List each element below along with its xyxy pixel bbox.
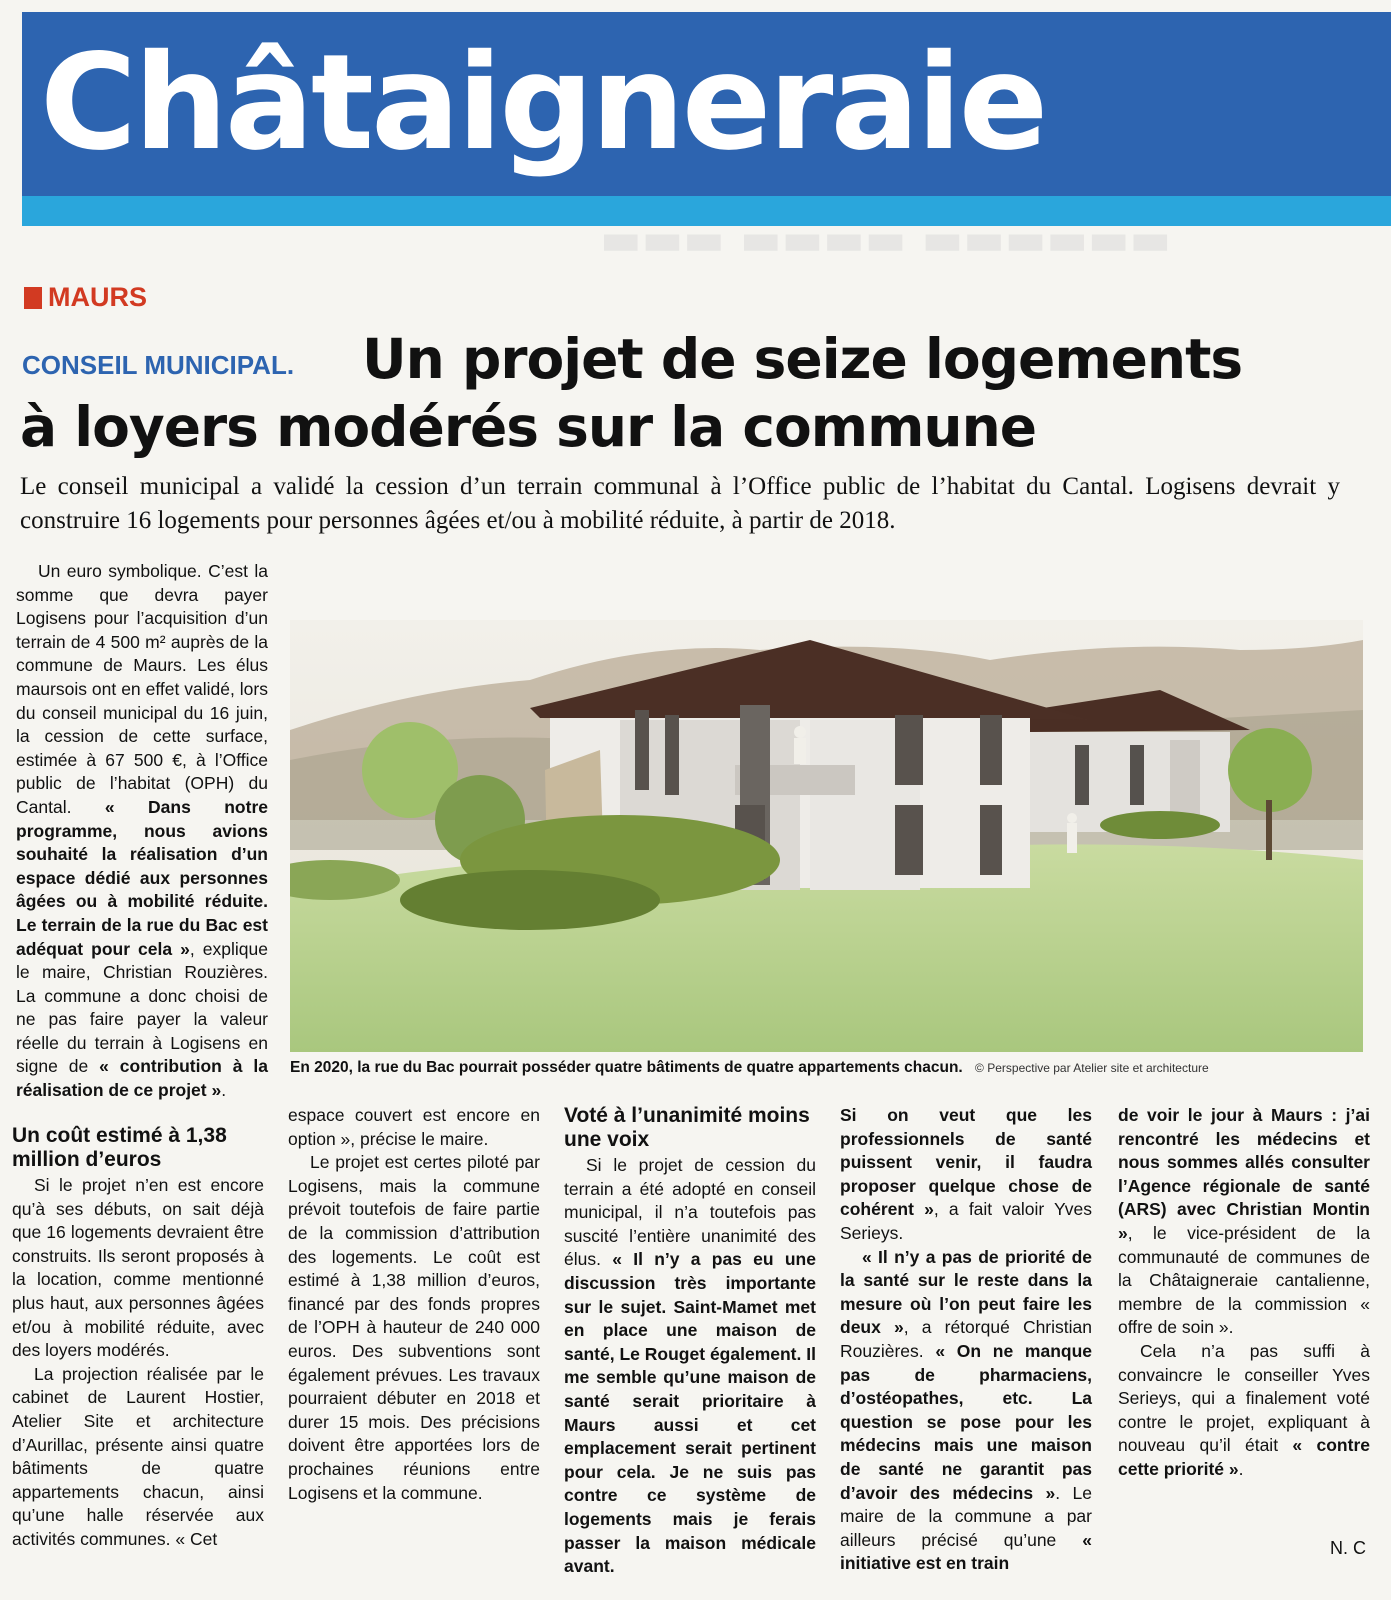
red-square-icon bbox=[24, 287, 42, 309]
section-title: Châtaigneraie bbox=[40, 26, 1046, 180]
quote-bold: « contribution à la réalisation de ce projet » bbox=[16, 1056, 268, 1101]
column-3 bbox=[564, 1104, 816, 1579]
headline-line-2: à loyers modérés sur la commune bbox=[20, 395, 1037, 459]
caption-text: En 2020, la rue du Bac pourrait posséder quatre bâtiments de quatre appartements chacun. bbox=[290, 1059, 963, 1076]
quote-bold: « Dans notre programme, nous avions souhaité la réalisation d’un espace dédié aux personnes âgées ou à mobilité réduite. Le terrain de la rue du Bac est adéquat pour cela » bbox=[16, 796, 268, 959]
column-4 bbox=[840, 1104, 1092, 1576]
quote-bold: « initiative est en train bbox=[840, 1529, 1092, 1574]
subhead: Voté à l’unanimité moins une voix bbox=[564, 1104, 810, 1151]
paragraph bbox=[564, 1154, 816, 1579]
paragraph: Le projet est certes piloté par Logisens, mais la commune prévoit toutefois de faire partie de la commission d’attribution des logements. Le coût est estimé à 1,38 million d’euros, financé par des fonds propres de l’OPH à hauteur de 240 000 euros. Des subventions sont également prévues. Les travaux pourraient débuter en 2018 et durer 15 mois. Des précisions doivent être apportées lors de prochaines réunions entre Logisens et la commune. bbox=[288, 1152, 540, 1503]
text-span: . Le maire de la commune a par ailleurs précisé qu’une bbox=[840, 1482, 1092, 1550]
quote-bold: « Il n’y a pas eu une discussion très importante sur le sujet. Saint-Mamet met en place une maison de santé, Le Rouget également. Il me semble qu’une maison de santé serait prioritaire à Maurs aussi et cet emplacement serait pertinent pour cela. Je ne suis pas contre ce système de logements mais je ferais passer la maison médicale avant. bbox=[564, 1249, 816, 1577]
paragraph bbox=[840, 1246, 1092, 1576]
author-signature: N. C bbox=[1330, 1538, 1366, 1558]
quote-bold: de voir le jour à Maurs : j’ai rencontré les médecins et nous sommes allés consulter l’Agence régionale de santé (ARS) avec Christian Montin » bbox=[1118, 1105, 1370, 1243]
paragraph: Si le projet n’en est encore qu’à ses débuts, on sait déjà que 16 logements devraient être construits. Ils seront proposés à la location, comme mentionné plus haut, aux personnes âgées et/ou à mobilité réduite, avec des loyers modérés. bbox=[12, 1175, 264, 1361]
locality-kicker bbox=[24, 282, 147, 313]
text-span: Un euro symbolique. C’est la somme que devra payer Logisens pour l’acquisition d’un terrain de 4 500 m² auprès de la commune de Maurs. Les élus maursois ont en effet validé, lors du conseil municipal du 16 juin, la cession de cette surface, estimée à 67 500 €, à l’Office public de l’habitat (OPH) du Cantal. bbox=[16, 561, 268, 817]
photo-credit: © Perspective par Atelier site et architecture bbox=[975, 1061, 1209, 1075]
text-span: , explique le maire, Christian Rouzières. La commune a donc choisi de ne pas faire payer la valeur réelle du terrain à Logisens en signe de bbox=[16, 938, 268, 1077]
article-lead: Le conseil municipal a validé la cession d’un terrain communal à l’Office public de l’habitat du Cantal. Logisens devrait y construire 16 logements pour personnes âgées et/ou à mobilité réduite, à partir de 2018. bbox=[20, 473, 1340, 534]
text-span: Cela n’a pas suffi à convaincre le conseiller Yves Serieys, qui a finalement voté contre le projet, expliquant à nouveau qu’il était bbox=[1118, 1340, 1370, 1456]
column-1 bbox=[16, 560, 268, 1103]
rubric-label: CONSEIL MUNICIPAL. bbox=[22, 350, 295, 380]
quote-bold: « contre cette priorité » bbox=[1118, 1435, 1370, 1479]
column-1-lower bbox=[12, 1124, 264, 1552]
image-caption bbox=[290, 1058, 1363, 1078]
paragraph: La projection réalisée par le cabinet de Laurent Hostier, Atelier Site et architecture d’Aurillac, présente ainsi quatre bâtiments de quatre appartements chacun, ainsi qu’une halle réservée aux activités communes. « Cet bbox=[12, 1363, 264, 1549]
paragraph bbox=[1118, 1104, 1370, 1340]
column-5 bbox=[1118, 1104, 1370, 1482]
bleed-through-text: ▬▬▬ ▬▬▬▬ ▬▬▬▬▬▬ bbox=[600, 214, 1172, 265]
paragraph: espace couvert est encore en option », précise le maire. bbox=[288, 1105, 540, 1149]
architect-perspective-image bbox=[290, 620, 1363, 1052]
text-span: , a fait valoir Yves Serieys. bbox=[840, 1199, 1092, 1243]
text-span: Si le projet de cession du terrain a été adopté en conseil municipal, il n’a toutefois pas suscité l’entière unanimité des élus. bbox=[564, 1155, 816, 1270]
quote-bold: « Il n’y a pas de priorité de la santé sur le reste dans la mesure où l’on peut faire les deux » bbox=[840, 1246, 1092, 1338]
text-span: , le vice-président de la communauté de communes de la Châtaigneraie cantalienne, membre de la commission « offre de soin ». bbox=[1118, 1222, 1370, 1338]
paragraph bbox=[16, 560, 268, 1103]
quote-bold: « On ne manque pas de pharmaciens, d’ostéopathes, etc. La question se pose pour les médecins mais une maison de santé ne garantit pas d’avoir des médecins » bbox=[840, 1340, 1092, 1503]
paragraph bbox=[1118, 1340, 1370, 1482]
column-2 bbox=[288, 1104, 540, 1505]
text-span: . bbox=[221, 1080, 227, 1101]
text-span: . bbox=[1238, 1458, 1244, 1479]
subhead: Un coût estimé à 1,38 million d’euros bbox=[12, 1124, 227, 1171]
quote-bold: Si on veut que les professionnels de santé puissent venir, il faudra proposer quelque chose de cohérent » bbox=[840, 1105, 1092, 1220]
text-span: , a rétorqué Christian Rouzières. bbox=[840, 1317, 1092, 1361]
headline-line-1: Un projet de seize logements bbox=[362, 327, 1243, 391]
paragraph bbox=[840, 1104, 1092, 1246]
building-drawing bbox=[290, 620, 1363, 1052]
locality-label: MAURS bbox=[48, 282, 147, 312]
